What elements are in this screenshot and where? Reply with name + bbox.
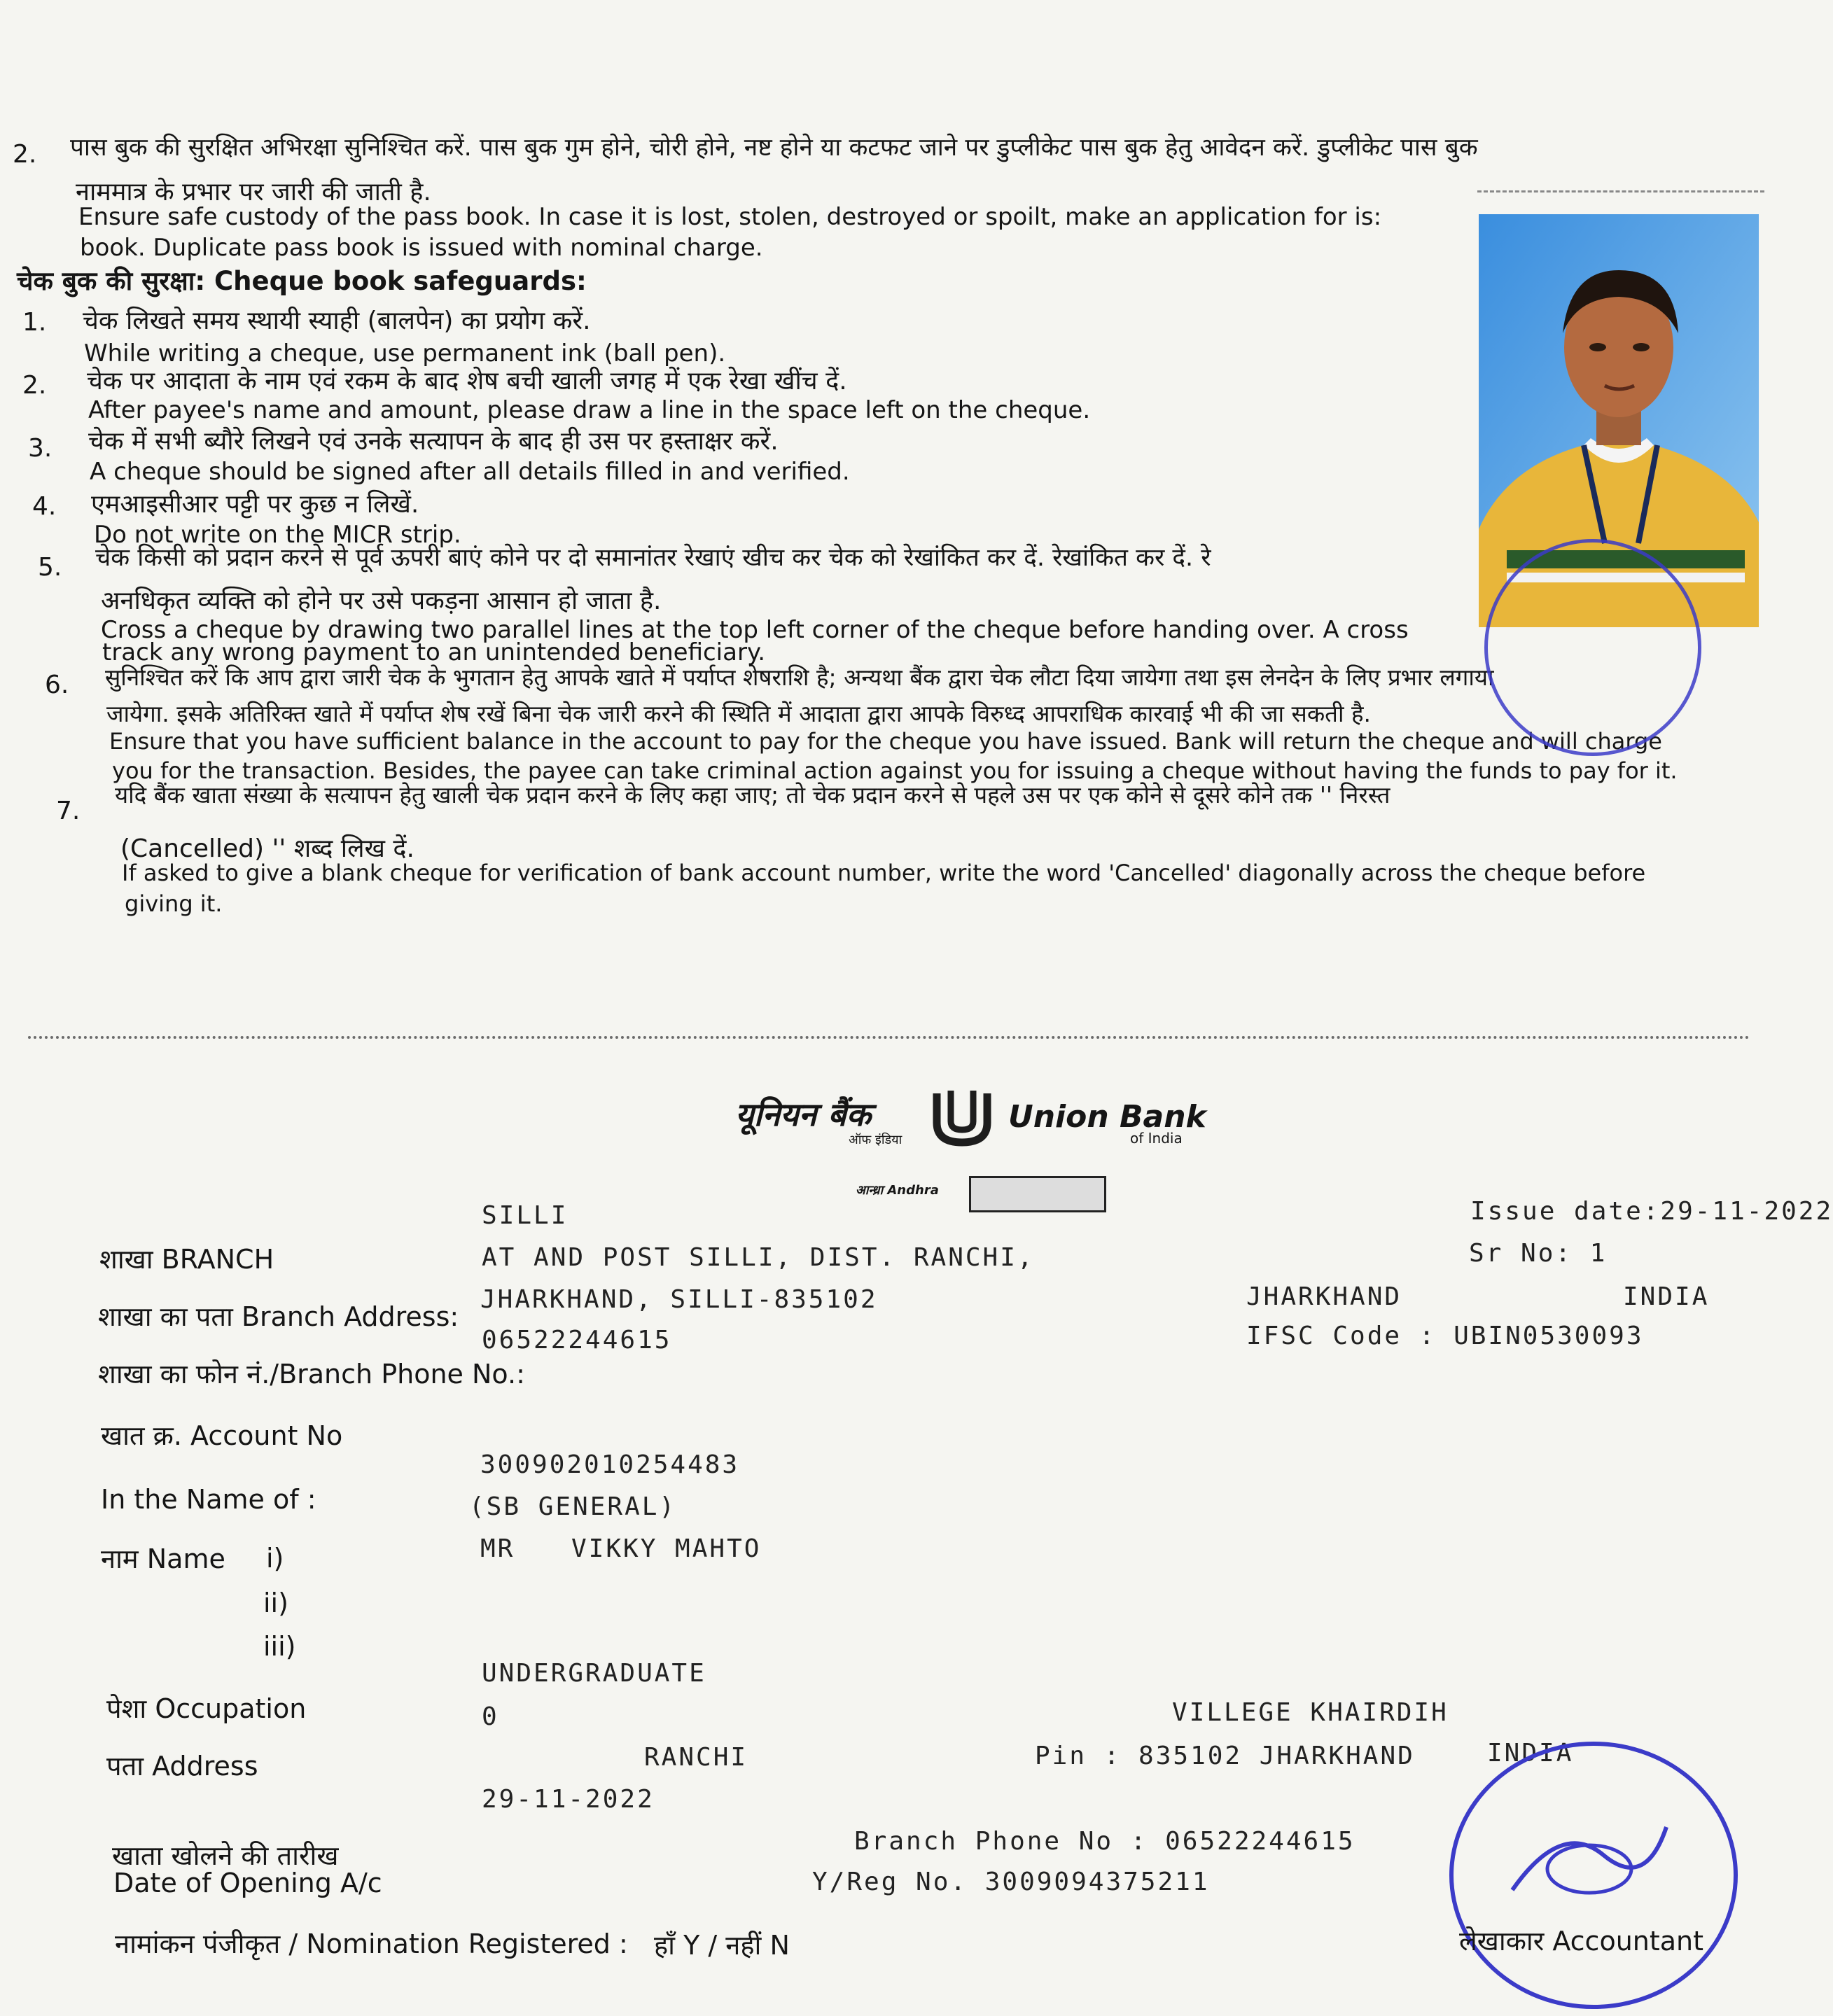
passbook-english-line-1: Ensure safe custody of the pass book. In case it is lost, stolen, destroyed or spoilt, make an application for is: [78, 203, 1382, 231]
bank-sub-hindi: ऑफ इंडिया [849, 1133, 902, 1147]
accountant-label: लेखाकार Accountant [1459, 1926, 1704, 1956]
in-the-name-of-label: In the Name of : [101, 1484, 316, 1515]
item-number: 1. [22, 308, 47, 337]
date-of-opening-label: Date of Opening A/c [113, 1868, 382, 1898]
item-hindi-line-2: अनधिकृत व्यक्ति को होने पर उसे पकड़ना आसान हो जाता है. [101, 587, 662, 615]
item-hindi-line-2: जायेगा. इसके अतिरिक्त खाते में पर्याप्त शेष रखें बिना चेक जारी करने की स्थिति में आदाता द्वारा आपके विरुध्द आपराधिक कारवाई भी की जा सकती है. [106, 700, 1372, 727]
registration-number: Y/Reg No. 3009094375211 [812, 1868, 1210, 1896]
opening-date-value: 29-11-2022 [482, 1785, 655, 1814]
name-title-value: MR [480, 1534, 515, 1563]
item-hindi: एमआइसीआर पट्टी पर कुछ न लिखें. [91, 490, 419, 519]
item-hindi: चेक किसी को प्रदान करने से पूर्व ऊपरी बाएं कोने पर दो समानांतर रेखाएं खीच कर चेक को रेखांकित कर दें. रेखांकित कर दें. रे [95, 544, 1211, 572]
bank-stamp-photo [1484, 539, 1701, 756]
item-english: Cross a cheque by drawing two parallel lines at the top left corner of the cheque before handing over. A cross [101, 616, 1409, 644]
item-number: 5. [38, 553, 62, 582]
country-value: INDIA [1623, 1282, 1710, 1311]
name-ii-label: ii) [263, 1588, 288, 1618]
branch-phone-footer: Branch Phone No : 06522244615 [854, 1827, 1355, 1856]
item-hindi: चेक पर आदाता के नाम एवं रकम के बाद शेष बची खाली जगह में एक रेखा खींच दें. [87, 367, 847, 396]
branch-phone-label: शाखा का फोन नं./Branch Phone No.: [98, 1359, 525, 1390]
account-holder-name: VIKKY MAHTO [571, 1534, 762, 1563]
branch-phone-value: 06522244615 [482, 1326, 672, 1354]
item-hindi: चेक लिखते समय स्थायी स्याही (बालपेन) का प्रयोग करें. [83, 307, 591, 335]
bank-sub-english: of India [1130, 1130, 1183, 1147]
item-number: 2. [22, 371, 47, 400]
bank-name-hindi: यूनियन बैंक [735, 1096, 871, 1133]
item-number: 7. [56, 797, 81, 825]
signature-mark [1505, 1806, 1673, 1918]
item-english: After payee's name and amount, please draw a line in the space left on the cheque. [88, 396, 1091, 424]
occupation-label: पेशा Occupation [106, 1693, 307, 1724]
item-hindi-line-2: (Cancelled) '' शब्द लिख दें. [120, 834, 414, 863]
union-bank-logo-icon [928, 1086, 996, 1147]
item-hindi: यदि बैंक खाता संख्या के सत्यापन हेतु खाली चेक प्रदान करने के लिए कहा जाए; तो चेक प्रदान करने से पहले उस पर एक कोने से दूसरे कोने तक '' निरस्त [115, 781, 1391, 808]
name-i-label: i) [266, 1543, 284, 1574]
passbook-hindi-line-2: नाममात्र के प्रभार पर जारी की जाती है. [76, 178, 431, 206]
item-english: If asked to give a blank cheque for verification of bank account number, write the word 'Cancelled' diagonally across the cheque before [122, 860, 1646, 886]
state-value: JHARKHAND [1246, 1282, 1402, 1311]
address-house-value: 0 [482, 1702, 499, 1731]
perforation-line [28, 1036, 1750, 1039]
branch-address-label: शाखा का पता Branch Address: [98, 1301, 459, 1332]
item-number: 2. [13, 140, 37, 169]
item-hindi: सुनिश्चित करें कि आप द्वारा जारी चेक के भुगतान हेतु आपके खाते में पर्याप्त शेषराशि है; अन्यथा बैंक द्वारा चेक लौटा दिया जायेगा तथा इस लेनदेन के लिए प्रभार लगाया [105, 664, 1494, 691]
name-iii-label: iii) [263, 1631, 296, 1662]
ifsc-code: IFSC Code : UBIN0530093 [1246, 1322, 1644, 1350]
bank-name-english: Union Bank [1008, 1099, 1206, 1135]
passbook-english-line-2: book. Duplicate pass book is issued with nominal charge. [80, 234, 763, 262]
branch-name-value: SILLI [482, 1201, 569, 1230]
nomination-value: हाँ Y / नहीं N [654, 1930, 790, 1961]
corporation-logo-icon [969, 1176, 1106, 1212]
account-type-value: (SB GENERAL) [469, 1492, 677, 1521]
item-english: Ensure that you have sufficient balance in the account to pay for the cheque you have issued. Bank will return the cheque and will charge [109, 728, 1662, 755]
occupation-value: UNDERGRADUATE [482, 1659, 706, 1688]
item-number: 4. [32, 492, 57, 521]
sr-no: Sr No: 1 [1469, 1239, 1608, 1268]
item-english: A cheque should be signed after all details filled in and verified. [90, 458, 850, 486]
branch-address-line-2: JHARKHAND, SILLI-835102 [480, 1285, 878, 1314]
nomination-label: नामांकन पंजीकृत / Nomination Registered : [115, 1928, 628, 1959]
passbook-hindi-line-1: पास बुक की सुरक्षित अभिरक्षा सुनिश्चित करें. पास बुक गुम होने, चोरी होने, नष्ट होने या कटफट जाने पर डुप्लीकेट पास बुक हेतु आवेदन करें. डुप्लीकेट पास बुक [70, 134, 1478, 162]
item-number: 6. [45, 671, 69, 699]
andhra-logo: आन्ध्रा Andhra [856, 1183, 939, 1198]
address-village-value: VILLEGE KHAIRDIH [1172, 1698, 1449, 1727]
item-english-line-2: giving it. [125, 890, 223, 917]
item-hindi: चेक में सभी ब्यौरे लिखने एवं उनके सत्यापन के बाद ही उस पर हस्ताक्षर करें. [88, 427, 779, 456]
pin-value: Pin : 835102 JHARKHAND [1035, 1742, 1415, 1770]
branch-label: शाखा BRANCH [99, 1244, 274, 1275]
address-label: पता Address [106, 1751, 258, 1782]
address-city-value: RANCHI [644, 1743, 748, 1772]
item-english-line-2: track any wrong payment to an unintended beneficiary. [102, 638, 766, 666]
item-english-line-2: you for the transaction. Besides, the payee can take criminal action against you for issuing a cheque without having the funds to pay for it. [112, 757, 1678, 784]
branch-address-line-1: AT AND POST SILLI, DIST. RANCHI, [482, 1243, 1035, 1272]
date-of-opening-hindi-label: खाता खोलने की तारीख [112, 1840, 339, 1871]
cheque-safeguards-heading: चेक बुक की सुरक्षा: Cheque book safeguards: [17, 266, 587, 296]
item-number: 3. [28, 434, 53, 463]
account-no-label: खात क्र. Account No [101, 1420, 343, 1451]
address-country-value: INDIA [1487, 1739, 1574, 1768]
account-number-value: 300902010254483 [480, 1450, 740, 1479]
item-english: While writing a cheque, use permanent ink (ball pen). [84, 340, 726, 368]
divider [1477, 190, 1764, 192]
name-label: नाम Name [101, 1544, 225, 1574]
issue-date: Issue date:29-11-2022 [1470, 1197, 1833, 1226]
item-english: Do not write on the MICR strip. [94, 521, 461, 549]
